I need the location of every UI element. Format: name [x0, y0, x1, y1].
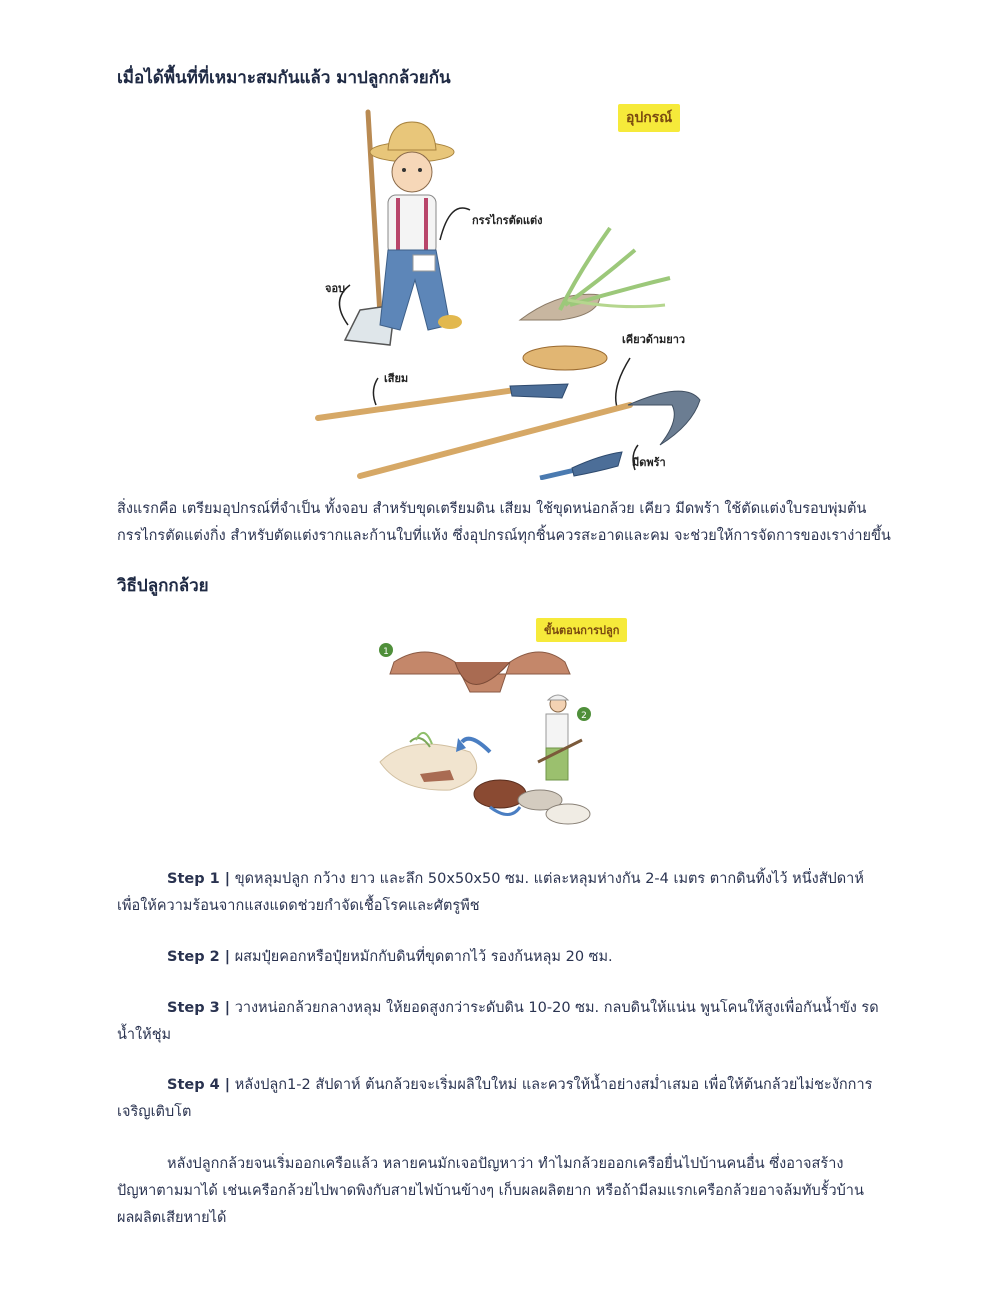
step-text: เพื่อให้ความร้อนจากแสงแดดช่วยกำจัดเชื้อโรคและศัตรูพืช: [117, 898, 480, 914]
text-line: ผลผลิตเสียหายได้: [117, 1210, 227, 1226]
step-text: ขุดหลุมปลูก กว้าง ยาว และลึก 50x50x50 ซม. แต่ละหลุมห่างกัน 2-4 เมตร ตากดินทิ้งไว้ หนึ่งสัปดาห์: [234, 871, 864, 887]
step-2: [117, 944, 927, 971]
step-label: Step 1 |: [167, 871, 231, 887]
text-line: กรรไกรตัดแต่งกิ่ง สำหรับตัดแต่งรากและก้านใบที่แห้ง ซึ่งอุปกรณ์ทุกชิ้นควรสะอาดและคม จะช่วยให้การจัดการของเราง่ายขึ้น: [117, 528, 891, 544]
step-4: [117, 1072, 927, 1126]
step-text: น้ำให้ชุ่ม: [117, 1027, 172, 1043]
step-text: ผสมปุ๋ยคอกหรือปุ๋ยหมักกับดินที่ขุดตากไว้ รองก้นหลุม 20 ซม.: [234, 949, 613, 965]
badge-2: 2: [581, 711, 587, 721]
long-sickle-label: เคียวด้ามยาว: [622, 333, 686, 346]
step-text: หลังปลูก1-2 สัปดาห์ ต้นกล้วยจะเริ่มผลิใบใหม่ และควรให้น้ำอย่างสม่ำเสมอ เพื่อให้ต้นกล้วยไม่ชะงักการ: [234, 1077, 873, 1093]
tools-drawing: [300, 100, 720, 480]
step-label: Step 4 |: [167, 1077, 231, 1093]
equipment-tag: อุปกรณ์: [618, 104, 680, 132]
planting-steps-illustration: [370, 612, 670, 840]
badge-1: 1: [383, 647, 389, 657]
section-title-planting: เมื่อได้พื้นที่ที่เหมาะสมกันแล้ว มาปลูกกล้วยกัน: [117, 68, 451, 88]
equipment-paragraph: [117, 496, 927, 550]
step-label: Step 2 |: [167, 949, 231, 965]
banana-sucker: [520, 228, 670, 320]
step-3: [117, 995, 927, 1049]
planting-drawing: [370, 612, 670, 840]
text-line: หลังปลูกกล้วยจนเริ่มออกเครือแล้ว หลายคนมักเจอปัญหาว่า ทำไมกล้วยออกเครือยื่นไปบ้านคนอื่น ซึ่งอาจสร้าง: [167, 1156, 844, 1172]
step-text: วางหน่อกล้วยกลางหลุม ให้ยอดสูงกว่าระดับดิน 10-20 ซม. กลบดินให้แน่น พูนโคนให้สูงเพื่อกันน้ำขัง รด: [234, 1000, 879, 1016]
spade-label: เสียม: [384, 372, 409, 385]
step-1: [117, 866, 927, 920]
text-line: สิ่งแรกคือ เตรียมอุปกรณ์ที่จำเป็น ทั้งจอบ สำหรับขุดเตรียมดิน เสียม ใช้ขุดหน่อกล้วย เคียว มีดพร้า ใช้ตัดแต่งใบรอบพุ่มต้น: [117, 501, 867, 517]
text-line: ปัญหาตามมาได้ เช่นเครือกล้วยไปพาดพิงกับสายไฟบ้านข้างๆ เก็บผลผลิตยาก หรือถ้ามีลมแรกเครือกล้วยอาจล้มทับรั้วบ้าน: [117, 1183, 864, 1199]
hoe-label: จอบ: [325, 282, 346, 295]
machete-label: มีดพร้า: [632, 456, 666, 469]
step-text: เจริญเติบโต: [117, 1104, 192, 1120]
planting-steps-tag: ขั้นตอนการปลูก: [536, 618, 627, 642]
closing-paragraph: [117, 1151, 927, 1232]
step-label: Step 3 |: [167, 1000, 231, 1016]
scissors-label: กรรไกรตัดแต่ง: [472, 214, 543, 227]
tools-illustration: [300, 100, 720, 480]
section-title-method: วิธีปลูกกล้วย: [117, 576, 209, 596]
farmer-figure: [345, 112, 462, 345]
